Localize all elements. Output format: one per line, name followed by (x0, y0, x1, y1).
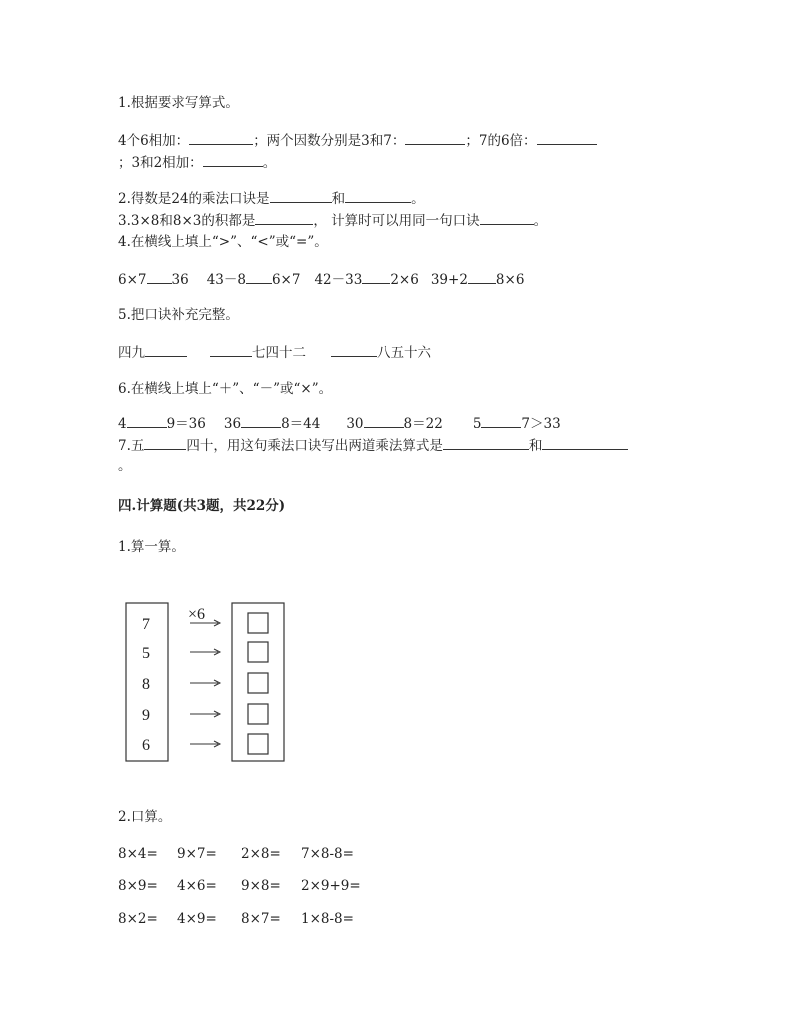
answer-box[interactable] (248, 704, 268, 724)
oral-calc-item: 9×7= (177, 846, 217, 862)
q2-line: 2.得数是24的乘法口诀是 和 。 (118, 191, 425, 207)
q5-items: 四九 七四十二 八五十六 (118, 345, 431, 361)
q4-items: 6×7 36 43－8 6×7 42－33 2×6 39+2 8×6 (118, 272, 525, 288)
q1-line-1: 4个6相加： ；两个因数分别是3和7： ；7的6倍： (118, 131, 597, 150)
q7-line: 7.五 四十，用这句乘法口诀写出两道乘法算式是 和 (118, 436, 628, 455)
diagram-number: 7 (142, 616, 150, 633)
answer-blank[interactable] (345, 189, 411, 203)
answer-blank[interactable] (405, 131, 465, 145)
answer-blank[interactable] (144, 436, 186, 450)
q3-line: 3.3×8和8×3的积都是 ， 计算时可以用同一句口诀 。 (118, 213, 548, 229)
answer-blank[interactable] (147, 270, 172, 284)
diagram-number: 8 (142, 676, 150, 693)
q7-end: 。 (118, 458, 132, 474)
answer-blank[interactable] (481, 414, 521, 428)
operator-label: ×6 (188, 606, 206, 623)
oral-calc-item: 8×2= (118, 911, 158, 927)
answer-blank[interactable] (537, 131, 597, 145)
answer-blank[interactable] (331, 343, 377, 357)
answer-box[interactable] (248, 734, 268, 754)
diagram-number: 9 (142, 707, 150, 724)
answer-box[interactable] (248, 642, 268, 662)
oral-calc-item: 9×8= (241, 878, 281, 894)
answer-blank[interactable] (246, 270, 272, 284)
answer-blank[interactable] (145, 343, 187, 357)
multiplication-diagram (118, 595, 298, 770)
answer-blank[interactable] (468, 270, 496, 284)
oral-calc-item: 4×6= (177, 878, 217, 894)
answer-blank[interactable] (362, 270, 390, 284)
calc2-title: 2.口算。 (118, 809, 172, 825)
oral-calc-item: 8×9= (118, 878, 158, 894)
answer-blank[interactable] (364, 414, 404, 428)
section-title: 四.计算题(共3题，共22分) (118, 498, 286, 514)
oral-calc-item: 1×8-8= (301, 911, 354, 927)
q1-line-2: ；3和2相加： 。 (118, 155, 277, 171)
answer-blank[interactable] (203, 153, 263, 167)
q4-title: 4.在横线上填上“>”、“<”或“=”。 (118, 234, 328, 250)
diagram-number: 6 (142, 737, 150, 754)
answer-blank[interactable] (189, 131, 253, 145)
answer-box[interactable] (248, 673, 268, 693)
answers-box (232, 603, 284, 761)
answer-blank[interactable] (480, 211, 534, 225)
answer-blank[interactable] (542, 436, 628, 450)
q6-items: 4 9＝36 36 8＝44 30 8＝22 5 7＞33 (118, 416, 561, 432)
answer-box[interactable] (248, 613, 268, 633)
answer-blank[interactable] (270, 189, 332, 203)
oral-calc-item: 8×7= (241, 911, 281, 927)
oral-calc-item: 7×8-8= (301, 846, 354, 862)
diagram-number: 5 (142, 645, 150, 662)
calc1-title: 1.算一算。 (118, 539, 185, 555)
q1-title: 1.根据要求写算式。 (118, 95, 239, 111)
answer-blank[interactable] (255, 211, 313, 225)
oral-calc-item: 8×4= (118, 846, 158, 862)
answer-blank[interactable] (210, 343, 252, 357)
oral-calc-item: 2×9+9= (301, 878, 361, 894)
answer-blank[interactable] (241, 414, 281, 428)
oral-calc-item: 2×8= (241, 846, 281, 862)
answer-blank[interactable] (443, 436, 529, 450)
q6-title: 6.在横线上填上“＋”、“－”或“×”。 (118, 381, 333, 397)
answer-blank[interactable] (127, 414, 167, 428)
oral-calc-item: 4×9= (177, 911, 217, 927)
q5-title: 5.把口诀补充完整。 (118, 307, 239, 323)
